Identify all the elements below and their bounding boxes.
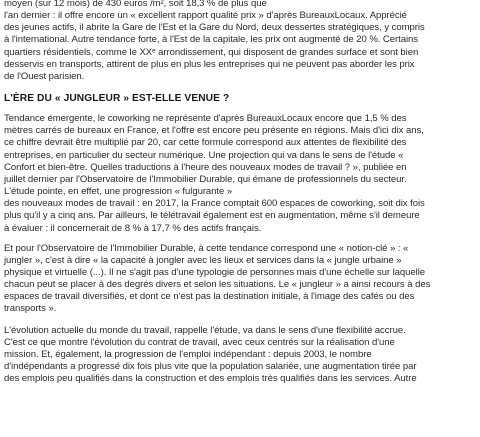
text-line: C'est ce que montre l'évolution du contrat de travail, avec ceux centrés sur la réalisation d'une <box>4 336 395 348</box>
text-line: d'indépendants a progressé dix fois plus vite que la population salariée, une augmentation tirée par <box>4 361 417 373</box>
text-line: Et pour l'Observatoire de l'Immobilier Durable, à cette tendance correspond une « notion-clé » : « <box>4 242 409 254</box>
text-line: des nouveaux modes de travail : en 2017, la France comptait 600 espaces de coworking, soit dix fois <box>4 198 425 210</box>
paragraph-coworking <box>4 113 468 235</box>
text-line: ce chiffre devrait être multiplié par 20, car cette formule correspond aux attentes de flexibilité des <box>4 137 407 149</box>
text-line: physique et virtuelle (...). Il ne s'agit pas d'une typologie de personnes mais d'une échelle sur laquelle <box>4 266 426 278</box>
paragraph-real-estate-prices <box>4 0 468 83</box>
text-line: chacun peut se placer à des degrés divers et selon les situations. Le « jungleur » a ainsi recours à des <box>4 279 431 291</box>
text-line: des jeunes actifs, il abrite la Gare de l'Est et la Gare du Nord, deux dessertes stratégiques, y compris <box>4 22 425 34</box>
text-line: de l'Ouest parisien. <box>4 70 85 82</box>
text-line: l'an dernier : il offre encore un « excellent rapport qualité prix » d'après BureauxLocaux. Apprécié <box>4 10 407 22</box>
text-line: quartiers résidentiels, comme le XXᵉ arrondissement, qui disposent de grandes surface et sont bien <box>4 46 419 58</box>
text-line: à évaluer : il concernerait de 8 % à 17,7 % des actifs français. <box>4 222 262 234</box>
text-line: espaces de travail diversifiés, et dont ce n'est pas la destination initiale, à l'image des cafés ou des <box>4 291 415 303</box>
text-line: mètres carrés de bureaux en France, et l'offre est encore peu présente en régions. Mais d'ici dix ans, <box>4 125 424 137</box>
text-line: juillet dernier par l'Observatoire de l'Immobilier Durable, qui émane de professionnels du secteur. <box>4 173 407 185</box>
text-line: moyen (sur 12 mois) de 430 euros /m², soit 18,3 % de plus que <box>4 0 267 9</box>
text-line: L'évolution actuelle du monde du travail, rappelle l'étude, va dans le sens d'une flexibilité accrue. <box>4 324 406 336</box>
text-line: mission. Et, également, la progression de l'emploi indépendant : depuis 2003, le nombre <box>4 348 372 360</box>
text-line: Tendance émergente, le coworking ne représente d'après BureauxLocaux encore que 1,5 % des <box>4 113 407 125</box>
text-line: entreprises, en particulier du secteur numérique. Une projection qui va dans le sens de l'étude « <box>4 149 404 161</box>
paragraph-work-evolution <box>4 325 468 386</box>
text-line: jungler », c'est à dire « la capacité à jongler avec les lieux et services dans la « jungle urbaine » <box>4 254 402 266</box>
text-line: L'étude pointe, en effet, une progression « fulgurante » <box>4 186 233 198</box>
paragraph-jungleur <box>4 243 468 316</box>
text-line: Confort et bien-être. Quelles traductions à l'heure des nouveaux modes de travail ? », publiée en <box>4 161 407 173</box>
text-line: desservis en transports, attirent de plus en plus les entreprises qui ne peuvent pas aborder les prix <box>4 58 415 70</box>
text-line: plus qu'il y a cinq ans. Par ailleurs, le télétravail également est en augmentation, même s'il demeure <box>4 210 420 222</box>
text-line: à l'international. Autre tendance forte, à l'Est de la capitale, les prix ont augmenté de 20 %. Certains <box>4 34 419 46</box>
text-line: transports ». <box>4 303 57 315</box>
text-line: des emplois peu qualifiés dans la construction et des emplois très qualifiés dans les services. Autre <box>4 373 417 385</box>
section-heading: L'ÈRE DU « JUNGLEUR » EST-ELLE VENUE ? <box>4 93 230 105</box>
